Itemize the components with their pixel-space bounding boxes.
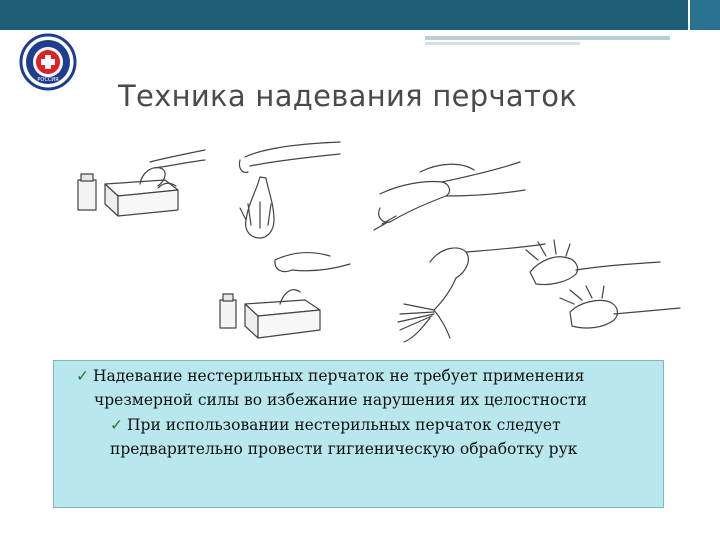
gloved-hands-icon	[374, 162, 525, 230]
bullet-text: чрезмерной силы во избежание нарушения их целостности	[94, 391, 587, 409]
hand-holding-glove-icon	[239, 142, 340, 238]
bullet-line	[76, 367, 584, 385]
glove-technique-illustration	[70, 132, 710, 347]
accent-line	[425, 36, 670, 40]
gloved-hands-icon	[526, 240, 680, 328]
page-title: Техника надевания перчаток	[118, 79, 578, 113]
check-icon: ✓	[76, 367, 89, 385]
logo-text: РОССИЯ	[37, 77, 59, 83]
top-header-bar	[0, 0, 720, 30]
bullet-line	[110, 440, 577, 458]
check-icon: ✓	[110, 416, 123, 434]
bullet-text: Надевание нестерильных перчаток не требует применения	[93, 367, 585, 385]
glove-box-icon	[220, 253, 350, 338]
medical-logo	[14, 32, 82, 92]
accent-line	[425, 42, 580, 45]
header-corner-block	[690, 0, 720, 30]
info-text-box	[53, 360, 664, 508]
bullet-line	[110, 416, 561, 434]
bullet-line	[94, 391, 587, 409]
pulling-glove-cuff-icon	[398, 244, 545, 342]
glove-box-icon	[78, 150, 205, 216]
bullet-text: предварительно провести гигиеническую обработку рук	[110, 440, 578, 458]
bullet-text: При использовании нестерильных перчаток следует	[127, 416, 561, 434]
